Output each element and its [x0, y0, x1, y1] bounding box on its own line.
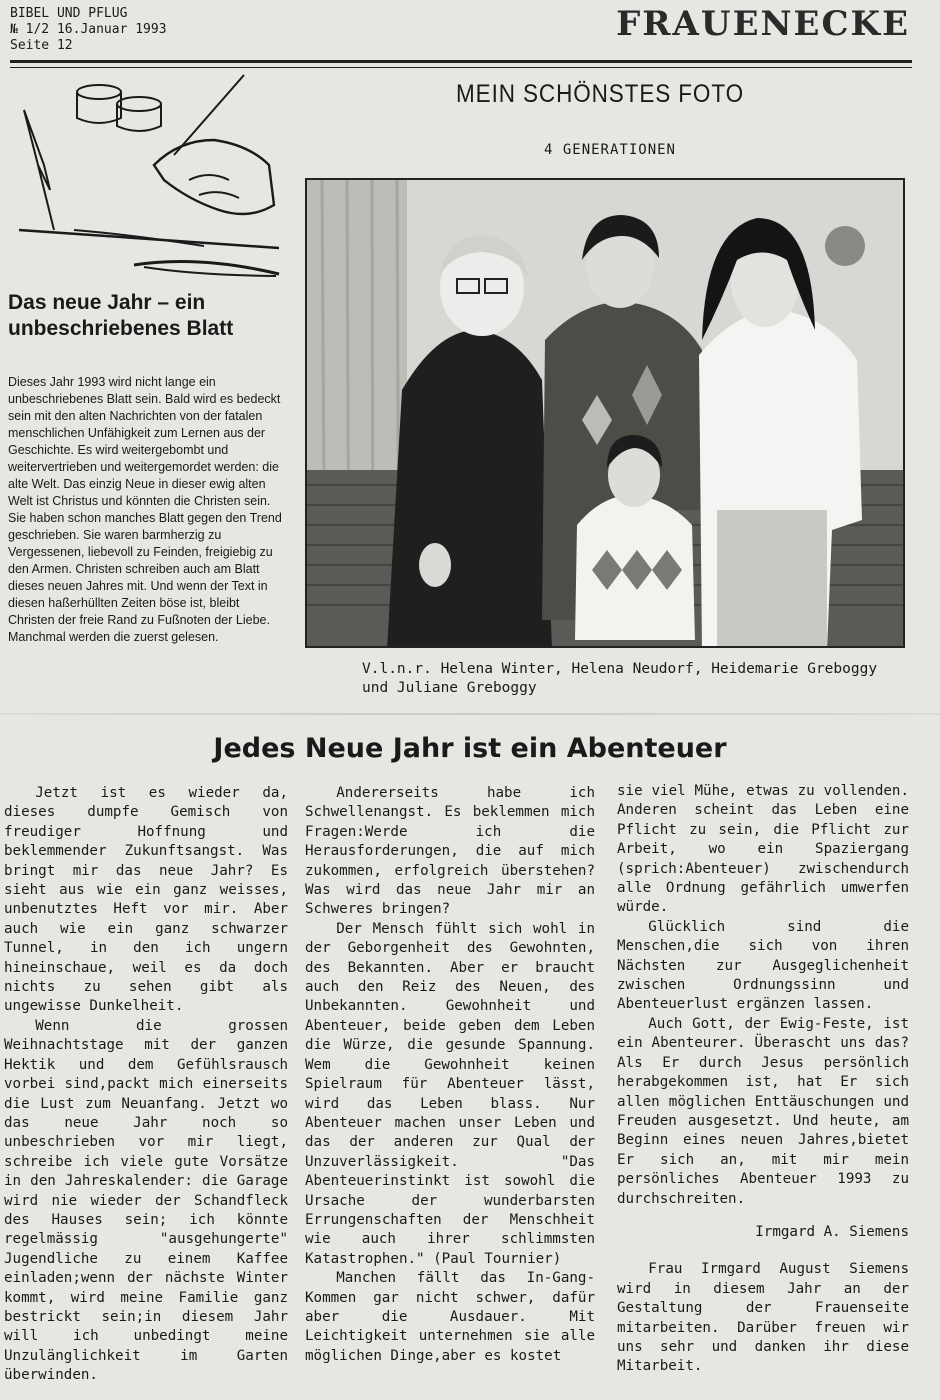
header-rule [10, 60, 912, 63]
photo-caption: V.l.n.r. Helena Winter, Helena Neudorf, Heidemarie Greboggy und Juliane Greboggy [362, 661, 878, 696]
article-column-2 [305, 784, 595, 1366]
article-paragraph: Jetzt ist es wieder da, dieses dumpfe Gemisch von freudiger Hoffnung und beklemmender Zukunftsangst. Was bringt mir das neue Jahr? Es sieht aus wie ein ganz weisses, unbenutztes Heft vor mir. Aber auch wie ein ganz schwarzer Tunnel, in den ich ungern hineinschaue, weil es da doch nichts zu sehen gibt als ungewisse Dunkelheit. [4, 785, 288, 1015]
photo-section-subtitle: 4 GENERATIONEN [543, 142, 676, 158]
article-paragraph: Wenn die grossen Weihnachtstage mit der ganzen Hektik und dem Gefühlsrausch vorbei sind,packt mich einerseits die Lust zum Neuanfang. Jetzt wo das neue Jahr noch so unbeschrieben vor mir liegt, schreibe ich viele gute Vorsätze in den Jahreskalender: die Garage wird nie wieder der Schandfleck des Hauses sein; ich könnte regelmässig "ausgehungerte" Jugendliche zu einem Kaffee einladen;wenn der nächste Winter kommt, wird meine Familie ganz bestrickt sein;in diesem Jahr will ich unbedingt meine Unzulänglichkeit im Garten überwinden. [4, 1017, 288, 1384]
article-paragraph: Auch Gott, der Ewig-Feste, ist ein Abenteurer. Überascht uns das?Als Er durch Jesus persönlich herabgekommen ist, hat Er sich allen möglichen Enttäuschungen und Freuden ausgesetzt. Und heute, am Beginn eines neuen Jahres,bietet Er sich an, mit mir mein persönliches Abenteuer 1993 zu durchschreiten. [617, 1015, 909, 1207]
article-paragraph: sie viel Mühe, etwas zu vollenden. Anderen scheint das Leben eine Pflicht zu sein, die Pflicht zur Arbeit, wo ein Spaziergang (sprich:Abenteuer) zwischendurch alle Ordnung gefährlich umwerfen würde. [617, 783, 909, 916]
section-title: FRAUENECKE [616, 4, 910, 44]
page-number: Seite 12 [10, 38, 73, 53]
article-paragraph: Andererseits habe ich Schwellenangst. Es beklemmen mich Fragen:Werde ich die Herausforderungen, die auf mich zukommen, erfolgreich überstehen? Was wird das neue Jahr mir an Schweres bringen? [305, 785, 595, 918]
issue-date: № 1/2 16.Januar 1993 [10, 22, 167, 37]
sidebar-headline: Das neue Jahr – ein unbeschriebenes Blatt [8, 291, 234, 340]
editor-note: Frau Irmgard August Siemens wird in diesem Jahr an der Gestaltung der Frauenseite mitarbeiten. Darüber freuen wir uns sehr und danken ihr diese Mitarbeit. [617, 1261, 909, 1375]
issue-info [10, 6, 167, 54]
sidebar-body: Dieses Jahr 1993 wird nicht lange ein unbeschriebenes Blatt sein. Bald wird es bedeckt sein mit den alten Nachrichten von der fatalen menschlichen Unfähigkeit zum Lernen aus der Geschichte. Es wird weitergebombt und weitervertrieben und weitergemordet werden: die alte Welt. Das einzig Neue in dieser ewig alten Welt ist Christus und könnten die Christen sein. Sie haben schon manches Blatt gegen den Trend geschrieben. Sie waren barmherzig zu Vergessenen, liebevoll zu Feinden, freigiebig zu den Armen. Christen schreiben auch am Blatt dieses neuen Jahres mit. Und wenn der Text in diesen haßerhüllten Zeiten böse ist, bleibt Christen der freie Rand zu Fußnoten der Liebe. Manchmal werden die zuerst gelesen. [8, 375, 282, 644]
article-column-3 [617, 782, 909, 1377]
pen-and-inkwell-sketch-icon [14, 70, 284, 290]
article-paragraph: Manchen fällt das In-Gang-Kommen gar nicht schwer, dafür aber die Ausdauer. Mit Leichtigkeit unternehmen sie alle möglichen Dinge,aber es kostet [305, 1270, 595, 1364]
photo-section-title: MEIN SCHÖNSTES FOTO [456, 80, 744, 108]
article-title: Jedes Neue Jahr ist ein Abenteuer [213, 733, 727, 764]
header-rule-thin [10, 67, 912, 68]
page-fold [0, 713, 940, 715]
article-paragraph: Glücklich sind die Menschen,die sich von ihren Nächsten zur Ausgeglichenheit zwischen Ordnungssinn und Abenteuerlust ergänzen lassen. [617, 918, 909, 1013]
family-photo [305, 178, 905, 648]
family-photo-illustration [307, 180, 905, 648]
publication-name: BIBEL UND PFLUG [10, 6, 128, 21]
author-signature: Irmgard A. Siemens [755, 1223, 909, 1240]
article-paragraph: Der Mensch fühlt sich wohl in der Geborgenheit des Gewohnten, des Bekannten. Aber er braucht auch den Reiz des Neuen, des Unbekannten. Gewohnheit und Abenteuer, beide geben dem Leben die Würze, die gesunde Spannung. Wem die Gewohnheit keinen Spielraum für Abenteuer lässt, wird das Leben blass. Nur Abenteuer machen unser Leben und das der anderen zur Qual der Unzuverlässigkeit. "Das Abenteuerinstinkt ist sowohl die Ursache der wunderbarsten Errungenschaften der Menschheit wie auch ihrer schlimmsten Katastrophen." (Paul Tournier) [305, 920, 595, 1267]
article-column-1 [4, 784, 288, 1386]
